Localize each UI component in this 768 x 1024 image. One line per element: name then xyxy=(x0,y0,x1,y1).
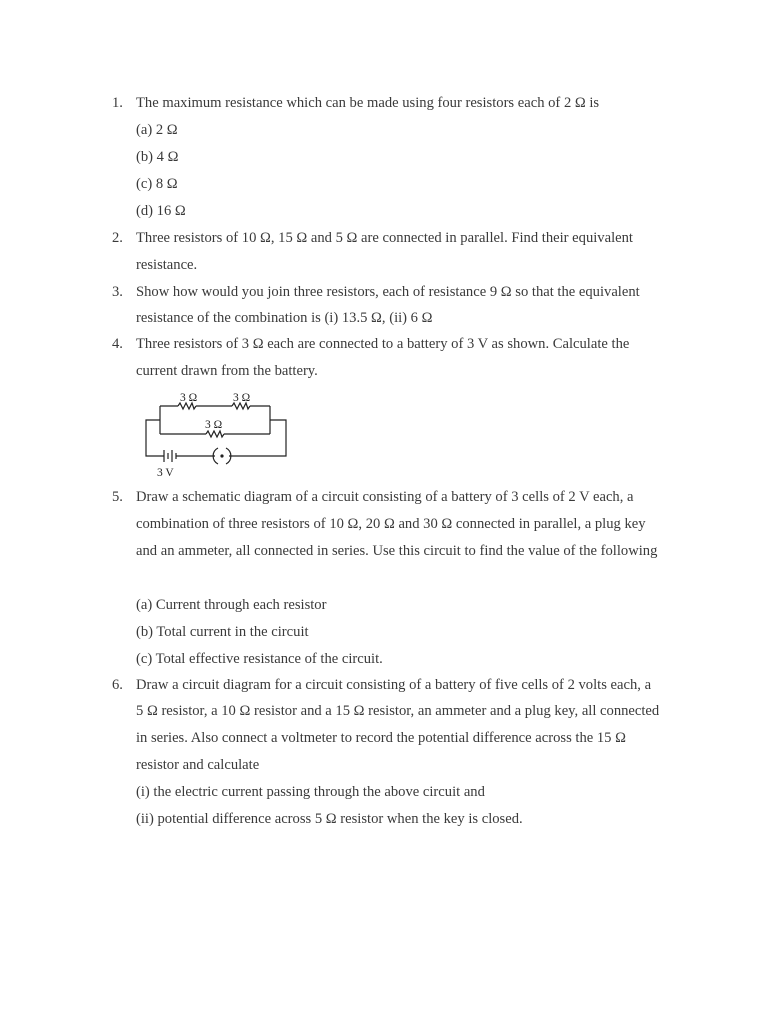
battery-plates xyxy=(160,450,212,462)
question-6-number: 6. xyxy=(112,677,123,693)
question-4-text-line-2: current drawn from the battery. xyxy=(136,363,318,379)
outer-left-wire xyxy=(146,420,160,456)
plug-key-dot xyxy=(220,454,223,457)
question-6-text-line-4: resistor and calculate xyxy=(136,757,260,773)
question-1-option-b: (b) 4 Ω xyxy=(136,149,179,165)
question-5-option-b: (b) Total current in the circuit xyxy=(136,624,309,640)
circuit-diagram xyxy=(142,388,292,480)
question-5-number: 5. xyxy=(112,489,123,505)
question-3-number: 3. xyxy=(112,284,123,300)
question-4-number: 4. xyxy=(112,336,123,352)
outer-right-wire xyxy=(236,420,286,456)
question-5-text-line-1: Draw a schematic diagram of a circuit consisting of a battery of 3 cells of 2 V each, a xyxy=(136,489,634,505)
question-1-option-c: (c) 8 Ω xyxy=(136,176,178,192)
question-2-text-line-1: Three resistors of 10 Ω, 15 Ω and 5 Ω are connected in parallel. Find their equivalent xyxy=(136,230,633,246)
question-6-text-line-3: in series. Also connect a voltmeter to record the potential difference across the 15 Ω xyxy=(136,730,626,746)
question-1-number: 1. xyxy=(112,95,123,111)
question-6-text-line-2: 5 Ω resistor, a 10 Ω resistor and a 15 Ω resistor, an ammeter and a plug key, all connected xyxy=(136,703,660,719)
question-3-text-line-2: resistance of the combination is (i) 13.5 Ω, (ii) 6 Ω xyxy=(136,310,433,326)
question-2-number: 2. xyxy=(112,230,123,246)
question-5-option-a: (a) Current through each resistor xyxy=(136,597,327,613)
question-5-option-c: (c) Total effective resistance of the circuit. xyxy=(136,651,383,667)
resistor-3-zigzag xyxy=(206,431,224,437)
resistor-3-label: 3 Ω xyxy=(205,419,223,431)
question-6-option-ii: (ii) potential difference across 5 Ω resistor when the key is closed. xyxy=(136,811,523,827)
question-2-text-line-2: resistance. xyxy=(136,257,198,273)
question-1-text: The maximum resistance which can be made using four resistors each of 2 Ω is xyxy=(136,95,600,111)
question-3-text-line-1: Show how would you join three resistors, each of resistance 9 Ω so that the equivalent xyxy=(136,284,640,300)
question-6-text-line-1: Draw a circuit diagram for a circuit consisting of a battery of five cells of 2 volts each, a xyxy=(136,677,652,693)
question-4-text-line-1: Three resistors of 3 Ω each are connected to a battery of 3 V as shown. Calculate the xyxy=(136,336,630,352)
question-5-text-line-2: combination of three resistors of 10 Ω, 20 Ω and 30 Ω connected in parallel, a plug key xyxy=(136,516,646,532)
resistor-1-label: 3 Ω xyxy=(180,392,198,404)
resistor-2-label: 3 Ω xyxy=(233,392,251,404)
question-5-text-line-3: and an ammeter, all connected in series. Use this circuit to find the value of the following xyxy=(136,543,658,559)
question-1-option-d: (d) 16 Ω xyxy=(136,203,186,219)
question-1-option-a: (a) 2 Ω xyxy=(136,122,178,138)
question-6-option-i: (i) the electric current passing through the above circuit and xyxy=(136,784,485,800)
battery-label: 3 V xyxy=(157,467,174,479)
